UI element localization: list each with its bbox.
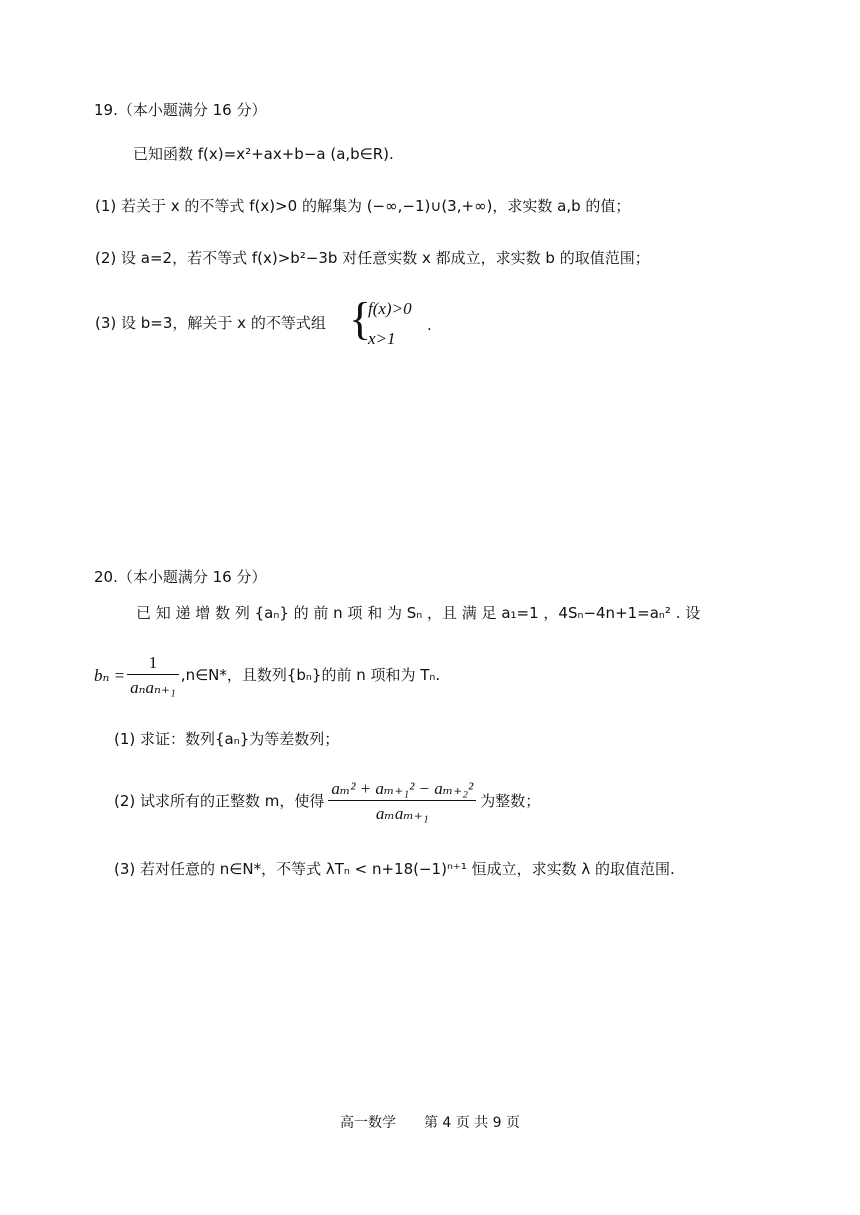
b-n-fraction	[127, 654, 179, 696]
q20-part3: (3) 若对任意的 n∈N*，不等式 λTₙ < n+18(−1)ⁿ⁺¹ 恒成立，求实数 λ 的取值范围.	[114, 860, 675, 878]
page-footer: 高一数学 第 4 页 共 9 页	[339, 1115, 521, 1131]
q19-part1: (1) 若关于 x 的不等式 f(x)>0 的解集为 (−∞,−1)∪(3,+∞)，求实数 a,b 的值；	[95, 197, 631, 215]
q19-part3: (3) 设 b=3，解关于 x 的不等式组	[95, 314, 326, 332]
q19-part3-ineq1: f(x)>0	[368, 299, 412, 318]
part2-suffix: 为整数；	[480, 791, 541, 810]
q19-part3-ineq2: x>1	[368, 329, 396, 348]
q20-part1: (1) 求证：数列{aₙ}为等差数列；	[114, 730, 340, 748]
b-n-numerator: 1	[127, 654, 179, 675]
q20-part2	[114, 780, 540, 822]
q20-stem-line1: 已 知 递 增 数 列 {aₙ} 的 前 n 项 和 为 Sₙ ，且 满 足 a₁=1 ，4Sₙ−4n+1=aₙ² . 设	[136, 604, 701, 622]
q19-stem: 已知函数 f(x)=x²+ax+b−a (a,b∈R).	[133, 145, 394, 163]
q19-part3-brace: {	[349, 293, 372, 344]
part2-prefix: (2) 试求所有的正整数 m，使得	[114, 791, 325, 810]
part2-fraction	[328, 780, 476, 822]
q20-stem-line2	[94, 654, 440, 696]
part2-numerator: aₘ² + aₘ₊₁² − aₘ₊₂²	[328, 780, 476, 801]
b-n-denominator: aₙaₙ₊₁	[130, 678, 176, 697]
q19-part2: (2) 设 a=2，若不等式 f(x)>b²−3b 对任意实数 x 都成立，求实数 b 的取值范围；	[95, 249, 650, 267]
b-n-label: bₙ =	[94, 665, 126, 685]
q19-header: 19.（本小题满分 16 分）	[94, 101, 267, 119]
q19-part3-period: .	[427, 316, 432, 334]
b-n-suffix: ,n∈N*，且数列{bₙ}的前 n 项和为 Tₙ.	[180, 665, 441, 684]
q20-header: 20.（本小题满分 16 分）	[94, 568, 267, 586]
part2-denominator: aₘaₘ₊₁	[375, 804, 429, 823]
